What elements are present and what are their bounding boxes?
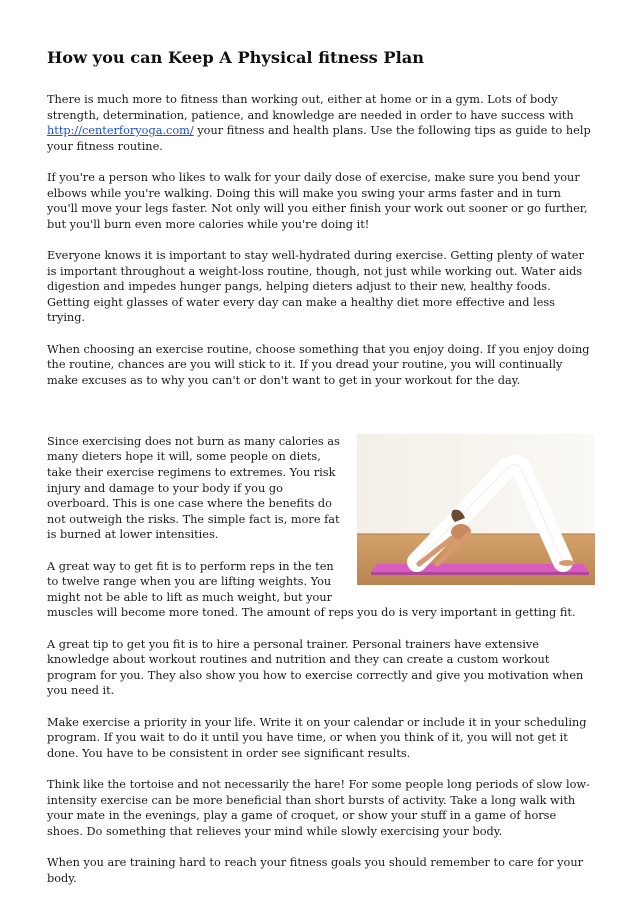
spacer [47, 404, 595, 434]
paragraph-care-for-body: When you are training hard to reach your fitness goals you should remember to care for your body. [47, 855, 584, 885]
centerforyoga-link[interactable]: http://centerforyoga.com/ [47, 124, 194, 138]
paragraph-tortoise: Think like the tortoise and not necessarily the hare! For some people long periods of slow low-intensity exercise can be more beneficial than short bursts of activity. Take a long walk with your mate in the evenings, play a game of croquet, or show your stuff in a game of horse shoes. Do something that relieves your mind while slowly exercising your body. [47, 777, 590, 838]
intro-paragraph [47, 92, 595, 154]
paragraph-reps: A great way to get fit is to perform reps in the ten to twelve range when you are lifting weights. You might not be able to lift as much weight, but your muscles will become more toned. The amount of reps you do is very important in getting fit. [47, 559, 576, 620]
paragraph-extremes: Since exercising does not burn as many calories as many dieters hope it will, some people on diets, take their exercise regimens to extremes. You risk injury and damage to your body if you go overboard. This is one case where the benefits do not outweigh the risks. The simple fact is, more fat is burned at lower intensities. [47, 434, 340, 542]
intro-text-before-link: There is much more to fitness than working out, either at home or in a gym. Lots of body strength, determination, patience, and knowledge are needed in order to have success with [47, 93, 574, 122]
document-page [47, 48, 595, 902]
page-title: How you can Keep A Physical fitness Plan [47, 48, 424, 67]
paragraph-priority: Make exercise a priority in your life. Write it on your calendar or include it in your scheduling program. If you wait to do it until you have time, or when you think of it, you will not get it done. You have to be consistent in order see significant results. [47, 715, 587, 760]
paragraph-enjoy-routine: When choosing an exercise routine, choose something that you enjoy doing. If you enjoy doing the routine, chances are you will stick to it. If you dread your routine, you will continually make excuses as to why you can't or don't want to get in your workout for the day. [47, 342, 590, 387]
paragraph-hydration: Everyone knows it is important to stay well-hydrated during exercise. Getting plenty of water is important throughout a weight-loss routine, though, not just while working out. Water aids digestion and impedes hunger pangs, helping dieters adjust to their new, healthy foods. Getting eight glasses of water every day can make a healthy diet more effective and less trying. [47, 248, 584, 325]
intro-text-after-link: your fitness and health plans. Use the following tips as guide to help your fitness routine. [47, 124, 591, 153]
yoga-downward-dog-image [357, 434, 595, 585]
paragraph-walking: If you're a person who likes to walk for your daily dose of exercise, make sure you bend your elbows while you're walking. Doing this will make you swing your arms faster and in turn you'll move your legs faster. Not only will you either finish your work out sooner or go further, but you'll burn even more calories while you're doing it! [47, 170, 588, 231]
paragraph-personal-trainer: A great tip to get you fit is to hire a personal trainer. Personal trainers have extensive knowledge about workout routines and nutrition and they can create a custom workout program for you. They also show you how to exercise correctly and give you motivation when you need it. [47, 637, 584, 698]
yoga-photo [357, 434, 595, 585]
